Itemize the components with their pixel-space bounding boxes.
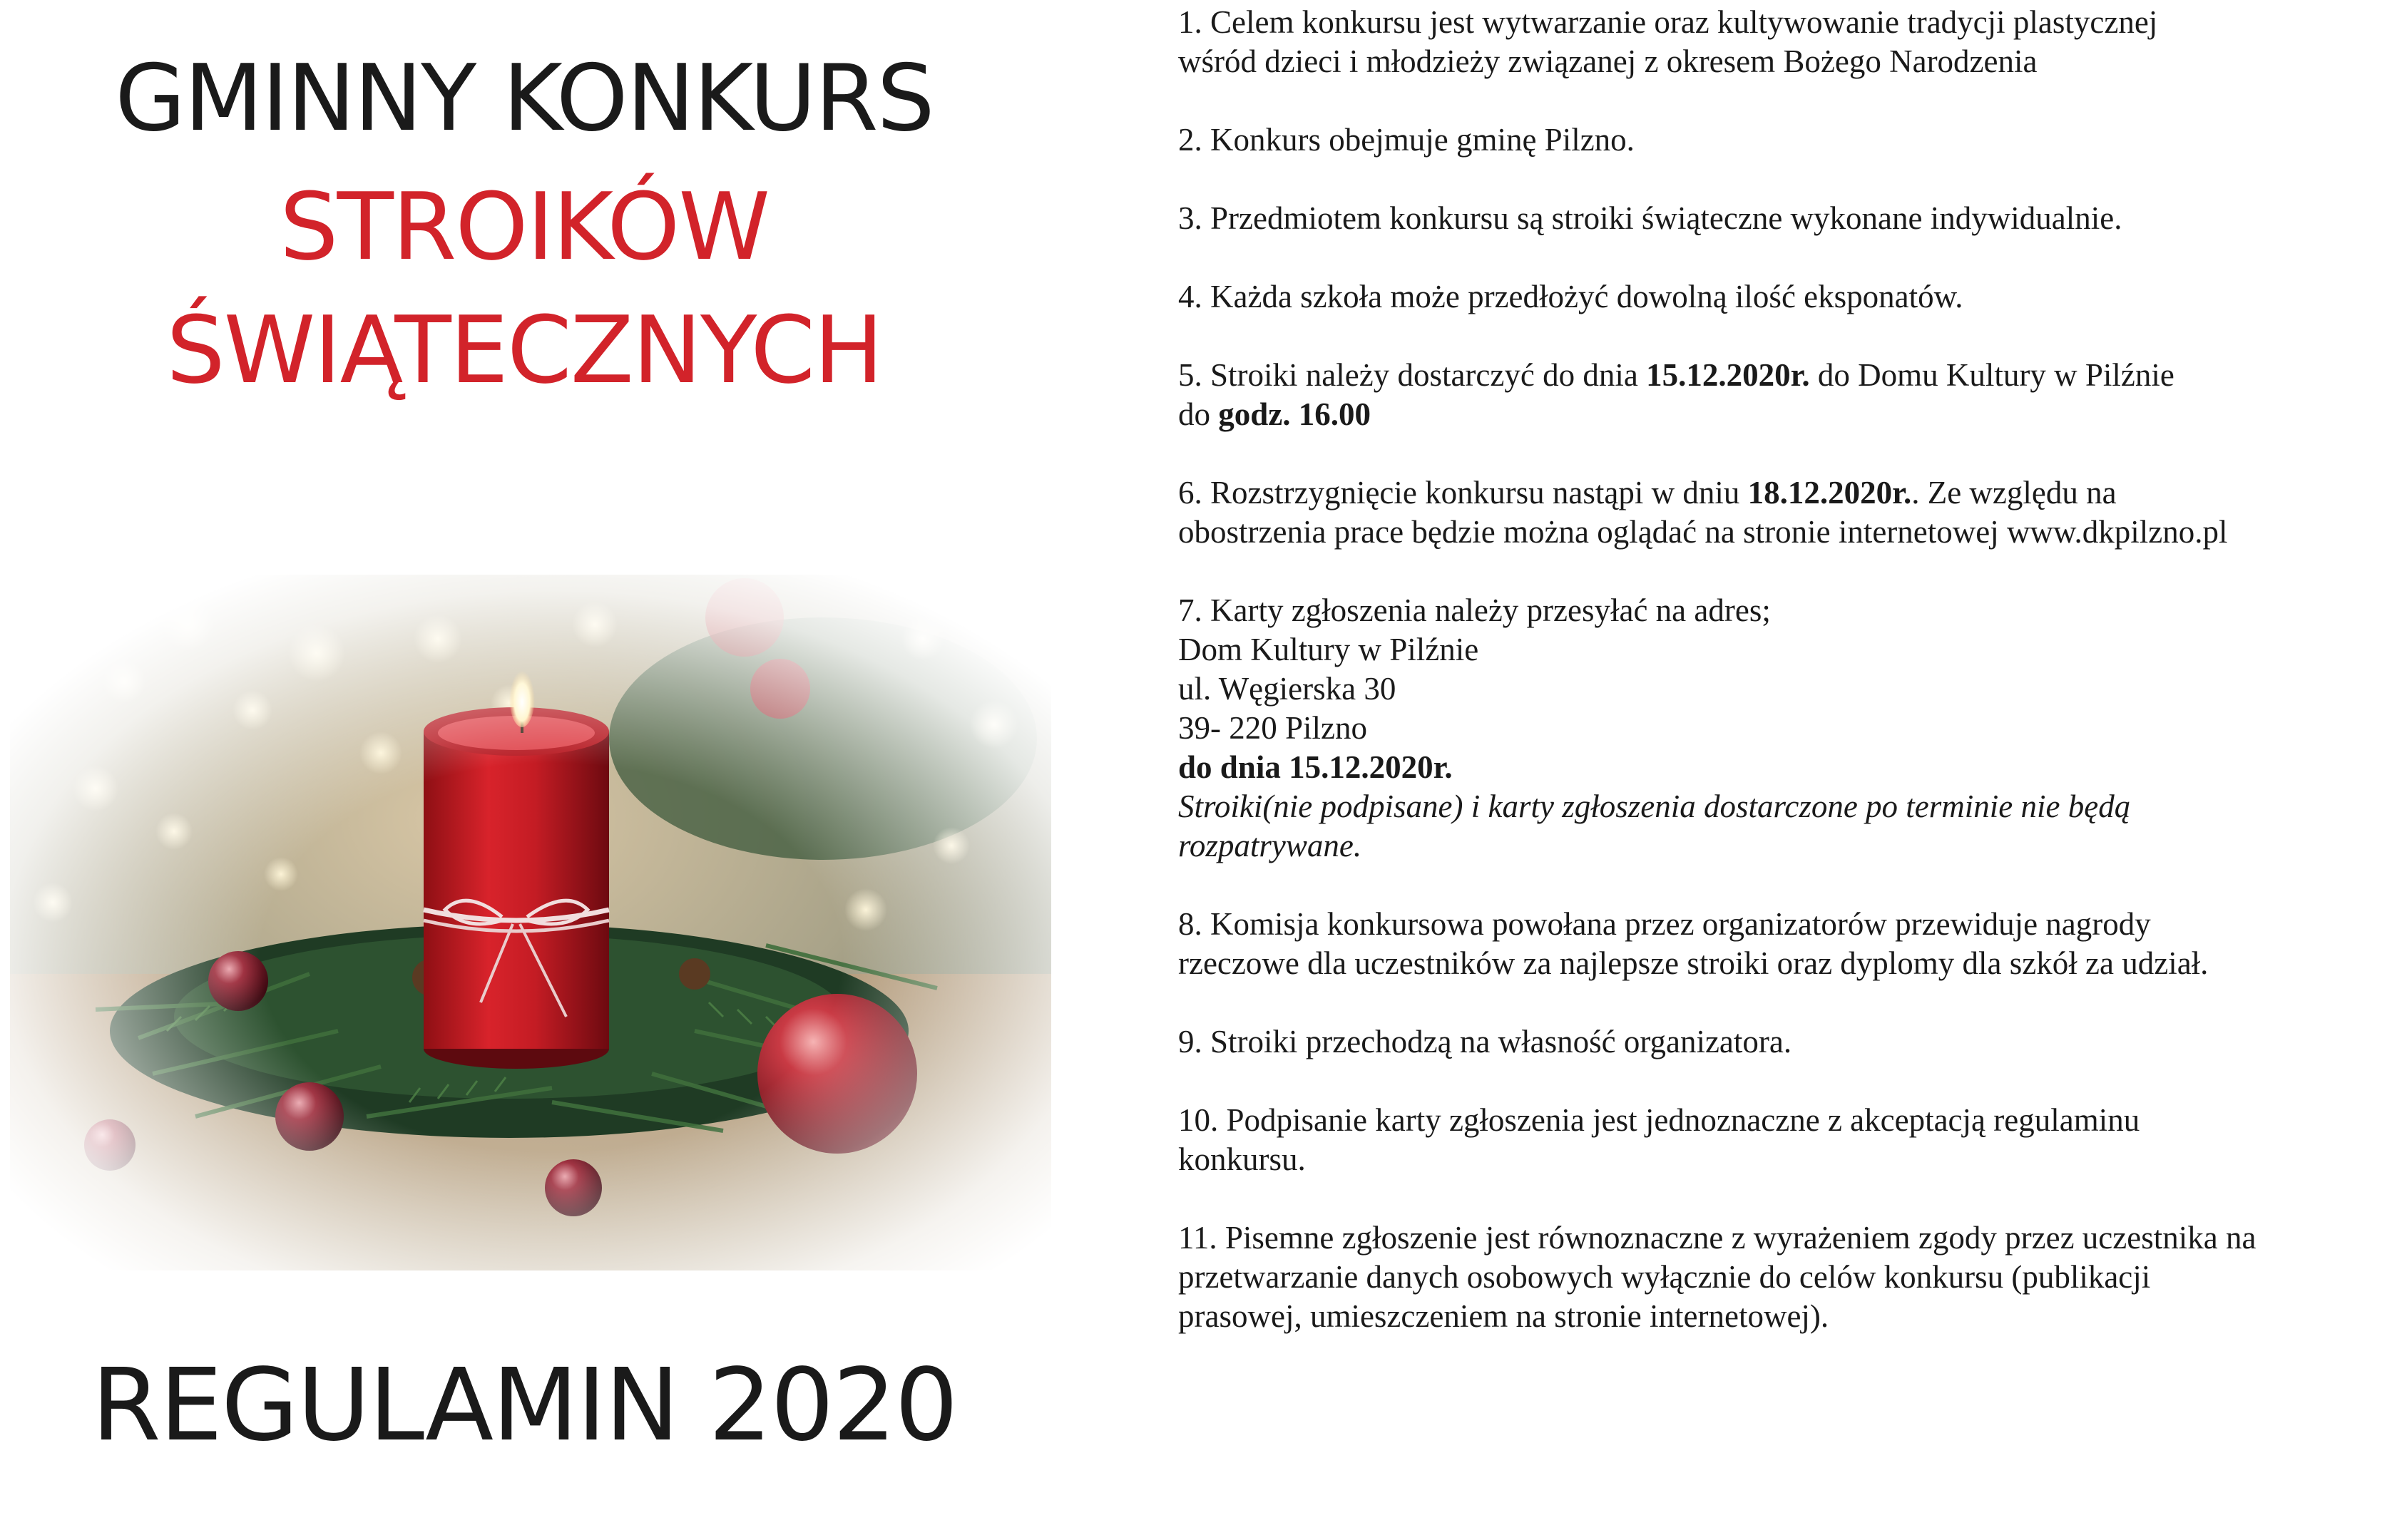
rule-3: 3. Przedmiotem konkursu są stroiki świąteczne wykonane indywidualnie. <box>1178 200 2122 236</box>
rule-6 <box>1178 473 2383 552</box>
title-line-2: STROIKÓW <box>280 173 769 281</box>
rule-11-line-3: prasowej, umieszczeniem na stronie internetowej). <box>1178 1298 1829 1334</box>
late-note-line-2: rozpatrywane. <box>1178 828 1362 863</box>
rule-10-line-2: konkursu. <box>1178 1141 1306 1177</box>
deadline: do dnia 15.12.2020r. <box>1178 749 1453 785</box>
rule-2: 2. Konkurs obejmuje gminę Pilzno. <box>1178 122 1635 158</box>
rule-5 <box>1178 356 2383 434</box>
rule-11-line-1: 11. Pisemne zgłoszenie jest równoznaczne z wyrażeniem zgody przez uczestnika na <box>1178 1220 2256 1256</box>
rule-8-line-2: rzeczowe dla uczestników za najlepsze stroiki oraz dyplomy dla szkół za udział. <box>1178 945 2209 981</box>
rule-1 <box>1178 3 2383 81</box>
rule-5-text: 5. Stroiki należy dostarczyć do dnia <box>1178 357 1647 393</box>
rule-7-line-1: 7. Karty zgłoszenia należy przesyłać na adres; <box>1178 592 1771 628</box>
title-line-3: ŚWIĄTECZNYCH <box>166 296 882 404</box>
rule-6-text-2: . Ze względu na <box>1911 475 2117 510</box>
rule-5-text-2: do Domu Kultury w Pilźnie <box>1809 357 2174 393</box>
title-line-1: GMINNY KONKURS <box>115 46 934 152</box>
rule-6-text: 6. Rozstrzygnięcie konkursu nastąpi w dniu <box>1178 475 1748 510</box>
rule-8 <box>1178 905 2383 983</box>
rule-1-line-1: 1. Celem konkursu jest wytwarzanie oraz kultywowanie tradycji plastycznej <box>1178 4 2158 40</box>
rule-9: 9. Stroiki przechodzą na własność organizatora. <box>1178 1024 1792 1059</box>
rule-8-line-1: 8. Komisja konkursowa powołana przez organizatorów przewiduje nagrody <box>1178 906 2151 942</box>
candle-photo <box>10 575 1051 1270</box>
rule-5-date: 15.12.2020r. <box>1646 357 1810 393</box>
rules-list <box>1178 3 2383 1336</box>
rule-5-line-1 <box>1178 356 2383 395</box>
rule-5-text-3: do <box>1178 396 1219 432</box>
address-line-1: Dom Kultury w Pilźnie <box>1178 632 1479 667</box>
rule-6-line-2: obostrzenia prace będzie można oglądać na stronie internetowej www.dkpilzno.pl <box>1178 514 2228 550</box>
rule-7 <box>1178 591 2383 866</box>
rule-1-line-2: wśród dzieci i młodzieży związanej z okresem Bożego Narodzenia <box>1178 43 2038 79</box>
address-line-2: ul. Węgierska 30 <box>1178 671 1396 707</box>
late-note-line-1: Stroiki(nie podpisane) i karty zgłoszenia dostarczone po terminie nie będą <box>1178 789 2131 824</box>
rule-10-line-1: 10. Podpisanie karty zgłoszenia jest jednoznaczne z akceptacją regulaminu <box>1178 1102 2140 1138</box>
rule-11 <box>1178 1218 2383 1336</box>
rule-5-time: godz. 16.00 <box>1218 396 1371 432</box>
rule-6-date: 18.12.2020r. <box>1747 475 1912 510</box>
rule-4: 4. Każda szkoła może przedłożyć dowolną ilość eksponatów. <box>1178 279 1963 314</box>
rule-5-line-2 <box>1178 395 2383 434</box>
rule-11-line-2: przetwarzanie danych osobowych wyłącznie do celów konkursu (publikacji <box>1178 1259 2151 1295</box>
rule-10 <box>1178 1101 2383 1179</box>
rule-6-line-1 <box>1178 473 2383 513</box>
address-line-3: 39- 220 Pilzno <box>1178 710 1367 746</box>
regulamin-title: REGULAMIN 2020 <box>91 1348 957 1464</box>
